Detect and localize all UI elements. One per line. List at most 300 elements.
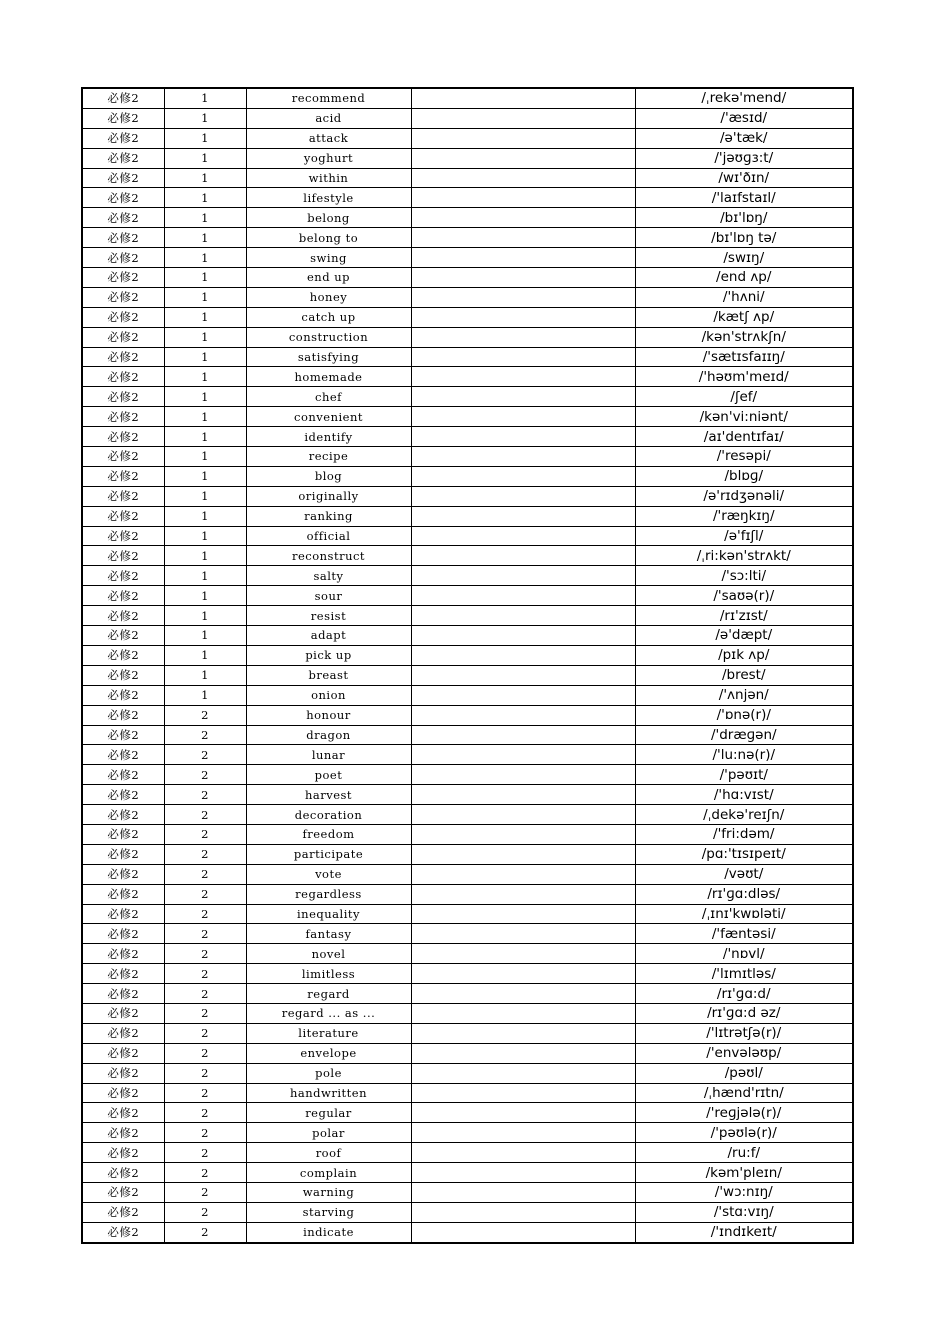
unit-cell: 2 [164,904,246,924]
unit-cell: 1 [164,506,246,526]
word-cell: envelope [246,1043,411,1063]
table-row [82,645,853,665]
table-row [82,347,853,367]
phonetic-cell: /pɪk ʌp/ [635,645,853,665]
table-row [82,725,853,745]
phonetic-cell: /'jəʊɡɜ:t/ [635,148,853,168]
meaning-cell [411,1182,635,1202]
unit-cell: 2 [164,1202,246,1222]
table-row [82,705,853,725]
table-row [82,287,853,307]
meaning-cell [411,248,635,268]
word-cell: sour [246,586,411,606]
phonetic-cell: /ˌrekə'mend/ [635,88,853,108]
meaning-cell [411,805,635,825]
word-cell: warning [246,1182,411,1202]
phonetic-cell: /'resəpi/ [635,447,853,467]
unit-cell: 2 [164,1222,246,1242]
book-cell: 必修2 [82,765,164,785]
table-row [82,367,853,387]
book-cell: 必修2 [82,964,164,984]
vocabulary-table [81,87,854,1244]
meaning-cell [411,188,635,208]
phonetic-cell: /ə'fɪʃl/ [635,526,853,546]
unit-cell: 2 [164,765,246,785]
table-row [82,984,853,1004]
phonetic-cell: /'wɔ:nɪŋ/ [635,1182,853,1202]
meaning-cell [411,586,635,606]
table-row [82,268,853,288]
book-cell: 必修2 [82,307,164,327]
meaning-cell [411,427,635,447]
word-cell: breast [246,665,411,685]
phonetic-cell: /aɪ'dentɪfaɪ/ [635,427,853,447]
phonetic-cell: /'fæntəsi/ [635,924,853,944]
meaning-cell [411,327,635,347]
unit-cell: 1 [164,546,246,566]
meaning-cell [411,964,635,984]
phonetic-cell: /'stɑ:vɪŋ/ [635,1202,853,1222]
phonetic-cell: /'həʊm'meɪd/ [635,367,853,387]
table-row [82,904,853,924]
book-cell: 必修2 [82,1163,164,1183]
word-cell: regard [246,984,411,1004]
meaning-cell [411,387,635,407]
unit-cell: 1 [164,168,246,188]
table-row [82,486,853,506]
book-cell: 必修2 [82,268,164,288]
unit-cell: 2 [164,1143,246,1163]
table-row [82,88,853,108]
meaning-cell [411,944,635,964]
book-cell: 必修2 [82,128,164,148]
book-cell: 必修2 [82,1023,164,1043]
meaning-cell [411,108,635,128]
phonetic-cell: /bɪ'lɒŋ tə/ [635,228,853,248]
word-cell: pole [246,1063,411,1083]
book-cell: 必修2 [82,586,164,606]
word-cell: resist [246,606,411,626]
table-row [82,248,853,268]
phonetic-cell: /'pəʊɪt/ [635,765,853,785]
word-cell: inequality [246,904,411,924]
meaning-cell [411,347,635,367]
word-cell: chef [246,387,411,407]
unit-cell: 1 [164,387,246,407]
meaning-cell [411,407,635,427]
word-cell: fantasy [246,924,411,944]
meaning-cell [411,705,635,725]
unit-cell: 1 [164,427,246,447]
meaning-cell [411,1083,635,1103]
meaning-cell [411,1222,635,1242]
word-cell: decoration [246,805,411,825]
book-cell: 必修2 [82,526,164,546]
word-cell: attack [246,128,411,148]
meaning-cell [411,864,635,884]
meaning-cell [411,904,635,924]
unit-cell: 1 [164,347,246,367]
book-cell: 必修2 [82,1043,164,1063]
phonetic-cell: /'envələʊp/ [635,1043,853,1063]
phonetic-cell: /ʃef/ [635,387,853,407]
book-cell: 必修2 [82,1143,164,1163]
book-cell: 必修2 [82,844,164,864]
book-cell: 必修2 [82,387,164,407]
table-row [82,228,853,248]
table-row [82,1222,853,1242]
unit-cell: 2 [164,1003,246,1023]
word-cell: reconstruct [246,546,411,566]
table-row [82,665,853,685]
book-cell: 必修2 [82,904,164,924]
unit-cell: 2 [164,824,246,844]
phonetic-cell: /kən'strʌkʃn/ [635,327,853,347]
phonetic-cell: /blɒɡ/ [635,466,853,486]
word-cell: polar [246,1123,411,1143]
phonetic-cell: /'ʌnjən/ [635,685,853,705]
table-row [82,586,853,606]
meaning-cell [411,685,635,705]
book-cell: 必修2 [82,805,164,825]
book-cell: 必修2 [82,546,164,566]
book-cell: 必修2 [82,1103,164,1123]
unit-cell: 2 [164,745,246,765]
unit-cell: 1 [164,327,246,347]
table-row [82,626,853,646]
phonetic-cell: /'lɪmɪtləs/ [635,964,853,984]
meaning-cell [411,526,635,546]
table-row [82,1103,853,1123]
word-cell: pick up [246,645,411,665]
meaning-cell [411,268,635,288]
meaning-cell [411,466,635,486]
book-cell: 必修2 [82,884,164,904]
unit-cell: 1 [164,148,246,168]
table-row [82,745,853,765]
unit-cell: 1 [164,407,246,427]
word-cell: official [246,526,411,546]
unit-cell: 1 [164,228,246,248]
meaning-cell [411,1103,635,1123]
word-cell: roof [246,1143,411,1163]
unit-cell: 1 [164,685,246,705]
meaning-cell [411,645,635,665]
meaning-cell [411,128,635,148]
unit-cell: 1 [164,526,246,546]
book-cell: 必修2 [82,168,164,188]
word-cell: end up [246,268,411,288]
book-cell: 必修2 [82,427,164,447]
word-cell: regular [246,1103,411,1123]
meaning-cell [411,665,635,685]
unit-cell: 2 [164,1163,246,1183]
word-cell: starving [246,1202,411,1222]
book-cell: 必修2 [82,287,164,307]
unit-cell: 2 [164,725,246,745]
book-cell: 必修2 [82,1222,164,1242]
phonetic-cell: /ˌdekə'reɪʃn/ [635,805,853,825]
meaning-cell [411,1023,635,1043]
table-row [82,1182,853,1202]
phonetic-cell: /'sɔ:lti/ [635,566,853,586]
word-cell: poet [246,765,411,785]
phonetic-cell: /ə'tæk/ [635,128,853,148]
word-cell: freedom [246,824,411,844]
book-cell: 必修2 [82,486,164,506]
meaning-cell [411,1163,635,1183]
unit-cell: 1 [164,208,246,228]
word-cell: yoghurt [246,148,411,168]
table-row [82,407,853,427]
unit-cell: 2 [164,1063,246,1083]
word-cell: honour [246,705,411,725]
word-cell: blog [246,466,411,486]
phonetic-cell: /'sætɪsfaɪɪŋ/ [635,347,853,367]
word-cell: honey [246,287,411,307]
phonetic-cell: /kætʃ ʌp/ [635,307,853,327]
unit-cell: 1 [164,367,246,387]
phonetic-cell: /pɑ:'tɪsɪpeɪt/ [635,844,853,864]
phonetic-cell: /pəʊl/ [635,1063,853,1083]
meaning-cell [411,168,635,188]
word-cell: literature [246,1023,411,1043]
meaning-cell [411,606,635,626]
word-cell: identify [246,427,411,447]
book-cell: 必修2 [82,1202,164,1222]
book-cell: 必修2 [82,645,164,665]
table-row [82,546,853,566]
table-row [82,168,853,188]
word-cell: participate [246,844,411,864]
phonetic-cell: /ˌri:kən'strʌkt/ [635,546,853,566]
word-cell: complain [246,1163,411,1183]
table-row [82,447,853,467]
meaning-cell [411,546,635,566]
unit-cell: 1 [164,606,246,626]
phonetic-cell: /'lɪtrətʃə(r)/ [635,1023,853,1043]
word-cell: lunar [246,745,411,765]
unit-cell: 2 [164,805,246,825]
meaning-cell [411,208,635,228]
table-row [82,924,853,944]
book-cell: 必修2 [82,1063,164,1083]
word-cell: dragon [246,725,411,745]
unit-cell: 1 [164,128,246,148]
meaning-cell [411,367,635,387]
table-row [82,1123,853,1143]
phonetic-cell: /'nɒvl/ [635,944,853,964]
word-cell: originally [246,486,411,506]
unit-cell: 1 [164,447,246,467]
unit-cell: 1 [164,665,246,685]
table-row [82,208,853,228]
unit-cell: 1 [164,307,246,327]
table-row [82,1063,853,1083]
meaning-cell [411,884,635,904]
table-row [82,944,853,964]
phonetic-cell: /bɪ'lɒŋ/ [635,208,853,228]
table-row [82,1023,853,1043]
unit-cell: 1 [164,88,246,108]
phonetic-cell: /vəʊt/ [635,864,853,884]
book-cell: 必修2 [82,407,164,427]
table-row [82,466,853,486]
unit-cell: 2 [164,864,246,884]
phonetic-cell: /ˌhænd'rɪtn/ [635,1083,853,1103]
meaning-cell [411,1063,635,1083]
table-row [82,128,853,148]
book-cell: 必修2 [82,685,164,705]
unit-cell: 2 [164,984,246,1004]
table-row [82,307,853,327]
word-cell: lifestyle [246,188,411,208]
unit-cell: 2 [164,944,246,964]
meaning-cell [411,148,635,168]
unit-cell: 1 [164,566,246,586]
book-cell: 必修2 [82,944,164,964]
book-cell: 必修2 [82,88,164,108]
unit-cell: 1 [164,268,246,288]
phonetic-cell: /'ræŋkɪŋ/ [635,506,853,526]
meaning-cell [411,447,635,467]
word-cell: recipe [246,447,411,467]
word-cell: acid [246,108,411,128]
table-row [82,824,853,844]
book-cell: 必修2 [82,606,164,626]
phonetic-cell: /'dræɡən/ [635,725,853,745]
book-cell: 必修2 [82,347,164,367]
book-cell: 必修2 [82,725,164,745]
table-row [82,108,853,128]
unit-cell: 2 [164,1103,246,1123]
meaning-cell [411,626,635,646]
meaning-cell [411,486,635,506]
phonetic-cell: /'æsɪd/ [635,108,853,128]
phonetic-cell: /ˌɪnɪ'kwɒləti/ [635,904,853,924]
word-cell: construction [246,327,411,347]
meaning-cell [411,984,635,1004]
table-row [82,327,853,347]
meaning-cell [411,745,635,765]
meaning-cell [411,824,635,844]
unit-cell: 1 [164,626,246,646]
table-row [82,1043,853,1063]
phonetic-cell: /kən'vi:niənt/ [635,407,853,427]
phonetic-cell: /'laɪfstaɪl/ [635,188,853,208]
unit-cell: 1 [164,108,246,128]
book-cell: 必修2 [82,626,164,646]
phonetic-cell: /kəm'pleɪn/ [635,1163,853,1183]
unit-cell: 1 [164,287,246,307]
unit-cell: 1 [164,645,246,665]
word-cell: limitless [246,964,411,984]
book-cell: 必修2 [82,824,164,844]
book-cell: 必修2 [82,1003,164,1023]
meaning-cell [411,725,635,745]
book-cell: 必修2 [82,208,164,228]
word-cell: belong to [246,228,411,248]
meaning-cell [411,307,635,327]
phonetic-cell: /brest/ [635,665,853,685]
book-cell: 必修2 [82,148,164,168]
word-cell: homemade [246,367,411,387]
meaning-cell [411,88,635,108]
table-row [82,1202,853,1222]
phonetic-cell: /'lu:nə(r)/ [635,745,853,765]
book-cell: 必修2 [82,327,164,347]
unit-cell: 2 [164,1083,246,1103]
table-row [82,148,853,168]
unit-cell: 1 [164,586,246,606]
phonetic-cell: /'ɪndɪkeɪt/ [635,1222,853,1242]
unit-cell: 2 [164,1023,246,1043]
word-cell: convenient [246,407,411,427]
unit-cell: 1 [164,466,246,486]
book-cell: 必修2 [82,228,164,248]
phonetic-cell: /'hɑ:vɪst/ [635,785,853,805]
book-cell: 必修2 [82,566,164,586]
table-row [82,765,853,785]
phonetic-cell: /ə'rɪdʒənəli/ [635,486,853,506]
phonetic-cell: /'saʊə(r)/ [635,586,853,606]
table-row [82,566,853,586]
book-cell: 必修2 [82,188,164,208]
table-row [82,526,853,546]
book-cell: 必修2 [82,745,164,765]
word-cell: regard ... as ... [246,1003,411,1023]
meaning-cell [411,1123,635,1143]
unit-cell: 2 [164,964,246,984]
table-row [82,506,853,526]
table-row [82,685,853,705]
book-cell: 必修2 [82,108,164,128]
meaning-cell [411,924,635,944]
word-cell: handwritten [246,1083,411,1103]
unit-cell: 2 [164,705,246,725]
unit-cell: 2 [164,1182,246,1202]
table-row [82,427,853,447]
unit-cell: 2 [164,1043,246,1063]
table-row [82,606,853,626]
phonetic-cell: /'reɡjələ(r)/ [635,1103,853,1123]
table-row [82,964,853,984]
phonetic-cell: /'pəʊlə(r)/ [635,1123,853,1143]
meaning-cell [411,228,635,248]
meaning-cell [411,1003,635,1023]
word-cell: novel [246,944,411,964]
table-row [82,785,853,805]
book-cell: 必修2 [82,864,164,884]
phonetic-cell: /rɪ'zɪst/ [635,606,853,626]
book-cell: 必修2 [82,1123,164,1143]
book-cell: 必修2 [82,506,164,526]
unit-cell: 1 [164,486,246,506]
phonetic-cell: /rɪ'ɡɑ:dləs/ [635,884,853,904]
vocabulary-table-body [82,88,853,1243]
word-cell: ranking [246,506,411,526]
unit-cell: 2 [164,844,246,864]
table-row [82,1163,853,1183]
book-cell: 必修2 [82,1083,164,1103]
book-cell: 必修2 [82,665,164,685]
word-cell: recommend [246,88,411,108]
book-cell: 必修2 [82,705,164,725]
table-row [82,1003,853,1023]
meaning-cell [411,1043,635,1063]
phonetic-cell: /'hʌni/ [635,287,853,307]
book-cell: 必修2 [82,367,164,387]
